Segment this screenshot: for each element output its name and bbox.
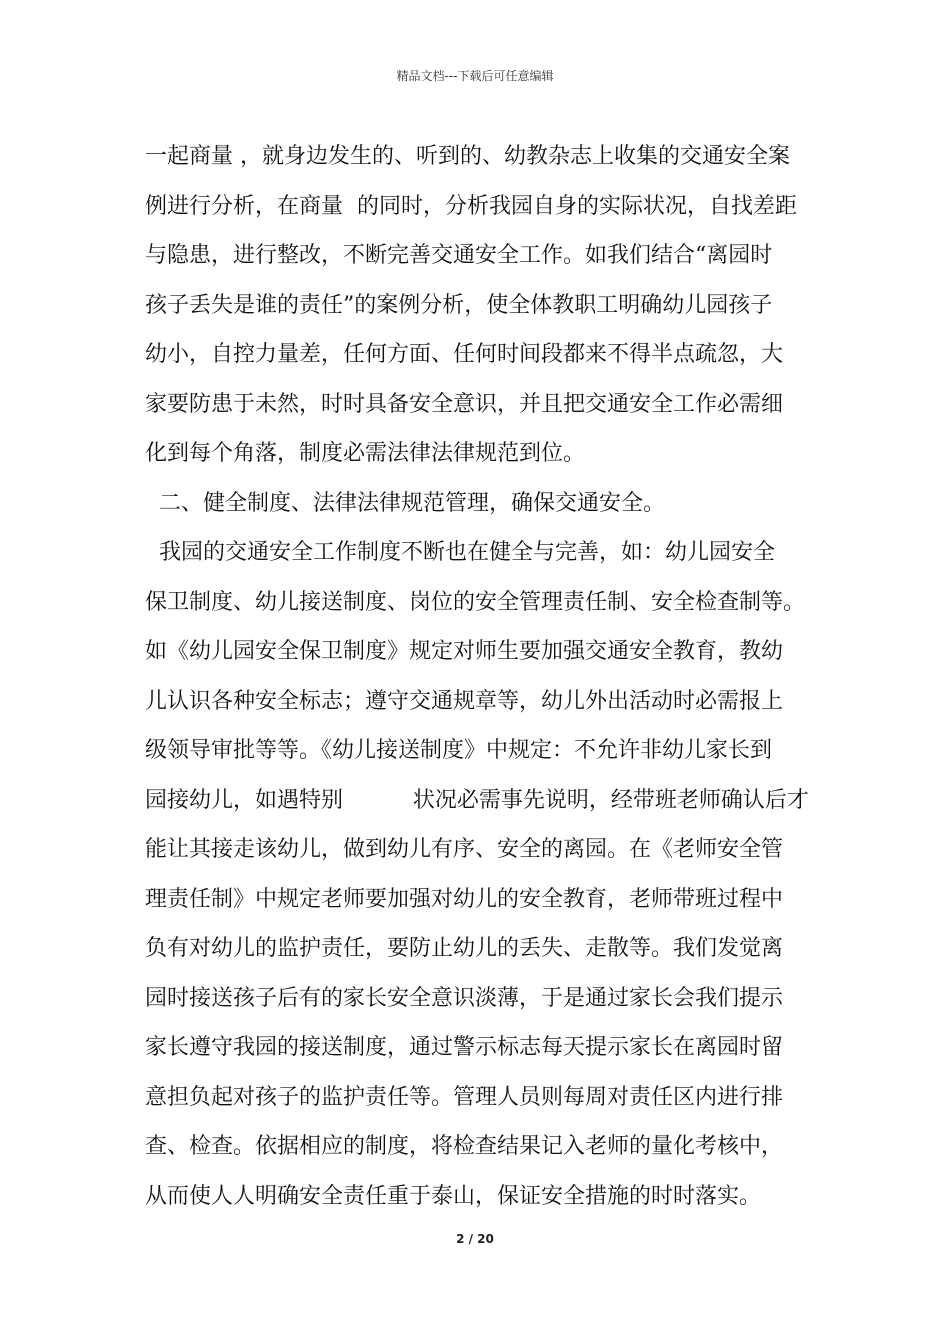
text-line: 负有对幼儿的监护责任，要防止幼儿的丢失、走散等。我们发觉离 — [145, 936, 784, 961]
text-line: 理责任制》中规定老师要加强对幼儿的安全教育，老师带班过程中 — [145, 886, 784, 912]
section-heading: 二、健全制度、法律法律规范管理，确保交通安全。 — [145, 490, 665, 516]
text-line: 能让其接走该幼儿，做到幼儿有序、安全的离园。在《老师安全管 — [145, 837, 784, 862]
text-line: 查、检查。依据相应的制度，将检查结果记入老师的量化考核中， — [145, 1134, 784, 1159]
text-line: 意担负起对孩子的监护责任等。管理人员则每周对责任区内进行排 — [145, 1084, 784, 1110]
text-line: 园接幼儿，如遇特别 状况必需事先说明，经带班老师确认后才 — [145, 787, 809, 813]
text-line: 家要防患于未然，时时具备安全意识，并且把交通安全工作必需细 — [145, 391, 784, 417]
text-line: 保卫制度、幼儿接送制度、岗位的安全管理责任制、安全检查制等。 — [145, 589, 806, 615]
document-body — [145, 132, 835, 1221]
page-number: 2 / 20 — [456, 1232, 494, 1246]
text-line: 一起商量 ，就身边发生的、听到的、幼教杂志上收集的交通安全案 — [145, 144, 790, 169]
text-line: 家长遵守我园的接送制度，通过警示标志每天提示家长在离园时留 — [145, 1035, 784, 1060]
page-header: 精品文档---下载后可任意编辑 — [396, 69, 554, 83]
text-line: 孩子丢失是谁的责任”的案例分析，使全体教职工明确幼儿园孩子 — [145, 292, 773, 318]
text-line: 园时接送孩子后有的家长安全意识淡薄，于是通过家长会我们提示 — [145, 985, 784, 1011]
text-line: 与隐患，进行整改，不断完善交通安全工作。如我们结合“离园时 — [145, 243, 773, 268]
text-line: 从而使人人明确安全责任重于泰山，保证安全措施的时时落实。 — [145, 1183, 762, 1209]
text-line: 化到每个角落，制度必需法律法律规范到位。 — [145, 441, 586, 466]
text-line: 例进行分析，在商量 的同时，分析我园自身的实际状况，自找差距 — [145, 193, 797, 219]
text-line: 如《幼儿园安全保卫制度》规定对师生要加强交通安全教育，教幼 — [145, 639, 784, 664]
text-line: 我园的交通安全工作制度不断也在健全与完善，如：幼儿园安全 — [145, 540, 775, 565]
text-line: 幼小，自控力量差，任何方面、任何时间段都来不得半点疏忽，大 — [145, 342, 784, 367]
text-line: 儿认识各种安全标志；遵守交通规章等，幼儿外出活动时必需报上 — [145, 688, 784, 714]
text-line: 级领导审批等等。《幼儿接送制度》中规定：不允许非幼儿家长到 — [145, 738, 773, 763]
